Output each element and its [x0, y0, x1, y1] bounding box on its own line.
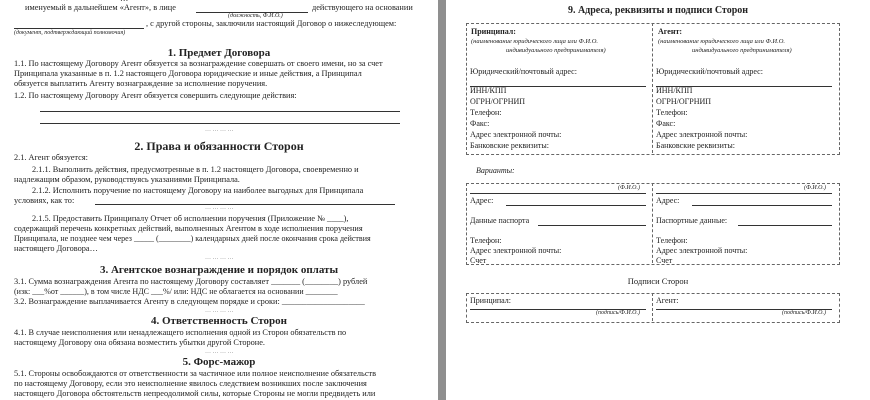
variant-left-passport: Данные паспорта [470, 216, 530, 225]
variant-left-address-line [506, 205, 646, 206]
agent-field-inn: ИНН/КПП [656, 86, 693, 95]
section-3-line-2: (изк: ___%от ______), в том числе НДС ___%/ или: НДС не облагается на основании ________ [14, 287, 338, 296]
section-1-title: 1. Предмет Договора [167, 47, 271, 59]
section-2-line-7: содержащий перечень конкретных действий, выполненных Агентом в ходе исполнения поручения [14, 224, 363, 233]
principal-field-ogrn: ОГРН/ОГРНИП [470, 97, 526, 106]
variant-right-passport: Паспортные данные: [656, 216, 728, 225]
header-caption-1: (должность, Ф.И.О.) [228, 13, 283, 19]
section-5-line-2: по настоящему Договору, если это неисполнение явилось следствием возникших после заключения [14, 379, 367, 388]
section-5-line-3: настоящего Договора обстоятельств непреодолимой силы, которые Стороны не могли предвидеть или [14, 389, 376, 398]
actions-blank-1 [40, 111, 400, 112]
principal-field-email: Адрес электронной почты: [470, 130, 562, 139]
signatures-divider [652, 293, 653, 321]
omission-dots-5: … … … … [205, 349, 234, 355]
omission-dots-2: … … … … [205, 205, 234, 211]
agent-field-phone: Телефон: [656, 108, 688, 117]
variant-left-fio-line [470, 193, 646, 194]
section-4-title: 4. Ответственность Сторон [151, 315, 287, 327]
variant-left-email: Адрес электронной почты: [470, 246, 562, 255]
principal-caption-2: индивидуального предпринимателя) [506, 47, 606, 54]
section-4-line-1: 4.1. В случае неисполнения или ненадлежащего исполнения одной из Сторон обязательств по [14, 328, 347, 337]
section-3-title: 3. Агентское вознаграждение и порядок оплаты [99, 264, 339, 276]
section-2-line-3: надлежащим образом, руководствуясь указаниями Принципала. [14, 175, 240, 184]
parties-divider [652, 23, 653, 153]
agent-field-fax: Факс: [656, 119, 676, 128]
section-1-line-4: 1.2. По настоящему Договору Агент обязуется совершить следующие действия: [14, 91, 297, 100]
principal-title: Принципал: [471, 27, 516, 36]
signatures-title: Подписи Сторон [627, 276, 689, 286]
section-5-line-1: 5.1. Стороны освобождаются от ответственности за частичное или полное неисполнение обязательств [14, 369, 377, 378]
principal-field-inn: ИНН/КПП [470, 86, 507, 95]
header-line-1b: действующего на основании [312, 3, 413, 12]
section-2-line-6: 2.1.5. Предоставить Принципалу Отчет об исполнении поручения (Приложение № ____), [32, 214, 349, 223]
header-line-2: , с другой стороны, заключили настоящий Договор о нижеследующем: [146, 19, 397, 28]
section-1-line-2: Принципала указанные в п. 1.2 настоящего Договора юридические и иные действия, а Принципал [14, 69, 362, 78]
section-4-line-2: настоящему Договору она обязана возместить убытки другой Стороне. [14, 338, 265, 347]
section-1-line-1: 1.1. По настоящему Договору Агент обязуется за вознаграждение совершать от своего имени, но за счет [14, 59, 383, 68]
agent-field-bank: Банковские реквизиты: [656, 141, 735, 150]
right-document-page [446, 0, 870, 400]
principal-field-bank: Банковские реквизиты: [470, 141, 549, 150]
variant-right-fio-line [656, 193, 832, 194]
section-3-line-3: 3.2. Вознаграждение выплачивается Агенту в следующем порядке и сроки: ____________________ [14, 297, 365, 306]
variant-right-email: Адрес электронной почты: [656, 246, 748, 255]
section-1-line-3: обязуется выплатить Агенту вознаграждение за исполнение поручения. [14, 79, 268, 88]
header-line-1a: именуемый в дальнейшем «Агент», в лице [25, 3, 176, 12]
section-2-line-5: условиях, как то: [14, 196, 75, 205]
variants-divider [652, 183, 653, 263]
agent-field-email: Адрес электронной почты: [656, 130, 748, 139]
variant-right-phone: Телефон: [656, 236, 688, 245]
section-2-line-1: 2.1. Агент обязуется: [14, 153, 88, 162]
variant-right-passport-line [738, 225, 832, 226]
sign-principal-label: Принципал: [470, 296, 512, 305]
conditions-blank [95, 204, 395, 205]
variant-right-account: Счет [656, 256, 673, 265]
actions-blank-2 [40, 123, 400, 124]
requisites-section-title: 9. Адреса, реквизиты и подписи Сторон [567, 5, 749, 16]
document-blank [14, 28, 144, 29]
agent-title: Агент: [658, 27, 683, 36]
omission-dots-3: … … … … [205, 255, 234, 261]
section-2-line-9: настоящего Договора… [14, 244, 98, 253]
principal-field-fax: Факс: [470, 119, 490, 128]
variant-left-account: Счет [470, 256, 487, 265]
variants-label: Варианты: [476, 166, 515, 175]
variant-right-address-line [692, 205, 832, 206]
section-3-line-1: 3.1. Сумма вознаграждения Агента по настоящему Договору составляет _______ (________) рублей [14, 277, 368, 286]
signatures-box [466, 293, 840, 323]
variant-left-phone: Телефон: [470, 236, 502, 245]
agent-field-address: Юридический/почтовый адрес: [656, 67, 763, 76]
omission-dots-1: … … … … [205, 127, 234, 133]
variant-left-fio-caption: (Ф.И.О.) [618, 185, 640, 191]
header-caption-2: (документ, подтверждающий полномочия) [14, 30, 126, 36]
principal-field-phone: Телефон: [470, 108, 502, 117]
section-5-title: 5. Форс-мажор [182, 356, 256, 368]
variant-left-address: Адрес: [470, 196, 494, 205]
agent-field-ogrn: ОГРН/ОГРНИП [656, 97, 712, 106]
sign-agent-label: Агент: [656, 296, 679, 305]
section-2-line-8: Принципала, не позднее чем через _____ (________) календарных дней после окончания срока действия [14, 234, 371, 243]
section-2-line-2: 2.1.1. Выполнить действия, предусмотренные в п. 1.2 настоящего Договора, своевременно и [32, 165, 359, 174]
principal-caption-1: (наименование юридического лица или Ф.И.О. [471, 38, 599, 45]
variant-right-address: Адрес: [656, 196, 680, 205]
section-2-title: 2. Права и обязанности Сторон [134, 139, 304, 153]
principal-field-address: Юридический/почтовый адрес: [470, 67, 577, 76]
section-2-line-4: 2.1.2. Исполнить поручение по настоящему Договору на наиболее выгодных для Принципала [32, 186, 364, 195]
omission-dots-4: … … … … [205, 308, 234, 314]
agent-caption-1: (наименование юридического лица или Ф.И.О. [658, 38, 786, 45]
agent-caption-2: индивидуального предпринимателя) [692, 47, 792, 54]
variant-right-fio-caption: (Ф.И.О.) [804, 185, 826, 191]
variant-left-passport-line [538, 225, 646, 226]
sign-principal-caption: (подпись/Ф.И.О.) [596, 310, 641, 316]
sign-agent-caption: (подпись/Ф.И.О.) [782, 310, 827, 316]
